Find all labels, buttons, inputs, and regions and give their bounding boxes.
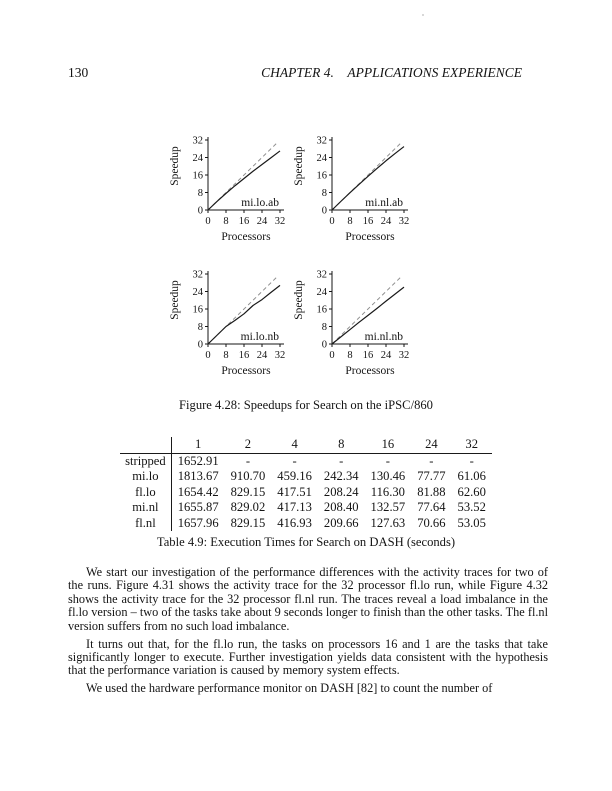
svg-text:32: 32	[192, 135, 203, 147]
y-axis-label: Speedup	[169, 280, 181, 320]
table-corner-cell	[120, 437, 171, 453]
svg-text:0: 0	[197, 339, 203, 351]
svg-text:32: 32	[398, 216, 410, 227]
page-number: 130	[68, 65, 89, 80]
svg-text:16: 16	[192, 170, 203, 182]
svg-text:0: 0	[205, 350, 211, 361]
table-cell: 1654.42	[177, 484, 219, 499]
table-cell: 1652.91	[177, 453, 219, 468]
chart-series-label: mi.lo.ab	[241, 197, 279, 209]
svg-text:32: 32	[316, 135, 327, 147]
svg-text:24: 24	[256, 350, 268, 361]
svg-text:16: 16	[238, 350, 250, 361]
svg-text:24: 24	[316, 153, 327, 164]
table-cell: 1655.87	[177, 500, 219, 514]
svg-text:32: 32	[274, 216, 286, 227]
row-label: stripped	[120, 453, 171, 469]
svg-text:24: 24	[256, 216, 268, 227]
body-text	[68, 566, 548, 700]
svg-text:0: 0	[321, 339, 327, 351]
speedup-chart-mi-nl-nb	[290, 260, 414, 380]
scan-artifact-dot	[422, 14, 424, 16]
chart-series-label: mi.nl.nb	[364, 331, 403, 343]
svg-text:16: 16	[362, 216, 374, 227]
table-col-header: 16	[381, 437, 395, 451]
paragraph: We used the hardware performance monitor on DASH [82] to count the number of	[86, 681, 493, 696]
svg-text:24: 24	[316, 287, 327, 298]
paragraph: We start our investigation of the performance differences with the activity traces for two of the runs. Figure 4.31 shows the activity trace for the 32 processor fl.lo run, while Figure 4.32 shows the activity trace for the 32 processor fl.nl run. The traces reveal a load imbalance in the fl.lo version – two of the tasks take about 9 seconds longer to finish than the other tasks. The fl.nl version suffers from no such load imbalance.	[68, 565, 548, 633]
table-cell: -	[469, 453, 474, 468]
svg-text:0: 0	[205, 216, 211, 227]
table-cell: 829.15	[230, 484, 266, 499]
x-axis-label: Processors	[345, 365, 395, 377]
svg-text:8: 8	[197, 188, 203, 199]
table-cell: 130.46	[370, 469, 406, 483]
svg-text:8: 8	[347, 216, 353, 227]
x-axis-label: Processors	[221, 231, 271, 243]
svg-text:24: 24	[192, 287, 203, 298]
table-cell: 416.93	[277, 515, 312, 530]
table-cell: 208.40	[323, 500, 359, 514]
table-header-row	[120, 437, 492, 453]
svg-text:0: 0	[197, 205, 203, 217]
speedup-charts-grid	[166, 126, 414, 382]
table-row	[120, 500, 492, 516]
svg-text:24: 24	[380, 216, 392, 227]
table-cell: 829.02	[230, 500, 266, 514]
row-label: mi.nl	[120, 500, 171, 516]
svg-text:32: 32	[192, 269, 203, 281]
row-label: fl.lo	[120, 485, 171, 501]
svg-text:8: 8	[197, 322, 203, 333]
table-col-header: 32	[465, 437, 478, 451]
table-cell: 53.52	[457, 500, 486, 514]
y-axis-label: Speedup	[169, 146, 181, 186]
table-cell: 127.63	[370, 515, 406, 530]
table-cell: 81.88	[417, 484, 446, 499]
table-row	[120, 453, 492, 469]
table-cell: 53.05	[457, 515, 486, 530]
table-row	[120, 516, 492, 532]
table-cell: 70.66	[417, 515, 446, 530]
svg-text:8: 8	[347, 350, 353, 361]
table-cell: 209.66	[323, 515, 359, 530]
speedup-chart-mi-lo-nb	[166, 260, 290, 380]
figure-caption: Figure 4.28: Speedups for Search on the iPSC/860	[179, 398, 433, 412]
execution-times-table-wrap	[0, 437, 612, 531]
svg-text:16: 16	[362, 350, 374, 361]
table-cell: 61.06	[457, 469, 486, 483]
svg-text:16: 16	[238, 216, 250, 227]
table-col-header: 1	[195, 437, 202, 451]
table-col-header: 2	[244, 437, 252, 451]
svg-text:32: 32	[398, 350, 410, 361]
table-caption: Table 4.9: Execution Times for Search on DASH (seconds)	[156, 535, 456, 549]
svg-text:0: 0	[321, 205, 327, 217]
x-axis-label: Processors	[221, 365, 271, 377]
table-cell: 417.13	[277, 500, 312, 514]
svg-text:8: 8	[223, 350, 229, 361]
table-cell: 459.16	[277, 469, 312, 483]
table-cell: -	[292, 453, 297, 468]
x-axis-label: Processors	[345, 231, 395, 243]
table-cell: 77.77	[417, 469, 446, 483]
table-cell: 829.15	[230, 515, 266, 530]
speedup-chart-mi-nl-ab	[290, 126, 414, 246]
y-axis-label: Speedup	[293, 146, 305, 186]
svg-text:8: 8	[223, 216, 229, 227]
speedup-chart-mi-lo-ab	[166, 126, 290, 246]
svg-text:24: 24	[192, 153, 203, 164]
table-cell: 1813.67	[177, 469, 219, 483]
table-cell: -	[385, 453, 390, 468]
table-cell: -	[339, 453, 344, 468]
table-cell: -	[245, 453, 251, 468]
svg-text:16: 16	[316, 304, 327, 316]
row-label: mi.lo	[120, 469, 171, 485]
table-cell: 910.70	[230, 469, 266, 483]
table-cell: 208.24	[323, 484, 359, 499]
execution-times-table	[120, 437, 492, 531]
table-cell: 62.60	[457, 484, 486, 499]
svg-text:16: 16	[192, 304, 203, 316]
table-cell: -	[429, 453, 434, 468]
y-axis-label: Speedup	[293, 280, 305, 320]
table-body	[120, 453, 492, 531]
svg-text:8: 8	[321, 322, 327, 333]
table-col-header: 8	[338, 437, 345, 451]
table-col-header: 24	[425, 437, 438, 451]
svg-text:32: 32	[316, 269, 327, 281]
chart-series-label: mi.nl.ab	[365, 197, 403, 209]
chapter-heading: CHAPTER 4. APPLICATIONS EXPERIENCE	[261, 65, 522, 80]
table-row	[120, 469, 492, 485]
paragraph: It turns out that, for the fl.lo run, the tasks on processors 16 and 1 are the tasks that take significantly longer to execute. Further investigation yields data consistent with the hypothesis that the performance variation is caused by memory system effects.	[68, 636, 548, 678]
table-cell: 417.51	[277, 484, 312, 499]
table-col-header: 4	[291, 437, 298, 451]
svg-text:24: 24	[380, 350, 392, 361]
table-cell: 132.57	[370, 500, 406, 514]
svg-text:16: 16	[316, 170, 327, 182]
svg-text:32: 32	[274, 350, 286, 361]
table-cell: 1657.96	[177, 515, 219, 530]
table-cell: 116.30	[370, 484, 405, 499]
svg-text:0: 0	[329, 216, 335, 227]
svg-text:0: 0	[329, 350, 335, 361]
table-cell: 77.64	[417, 500, 446, 514]
svg-text:8: 8	[321, 188, 327, 199]
table-row	[120, 485, 492, 501]
table-cell: 242.34	[323, 469, 359, 483]
row-label: fl.nl	[120, 516, 171, 532]
chart-series-label: mi.lo.nb	[240, 331, 279, 343]
